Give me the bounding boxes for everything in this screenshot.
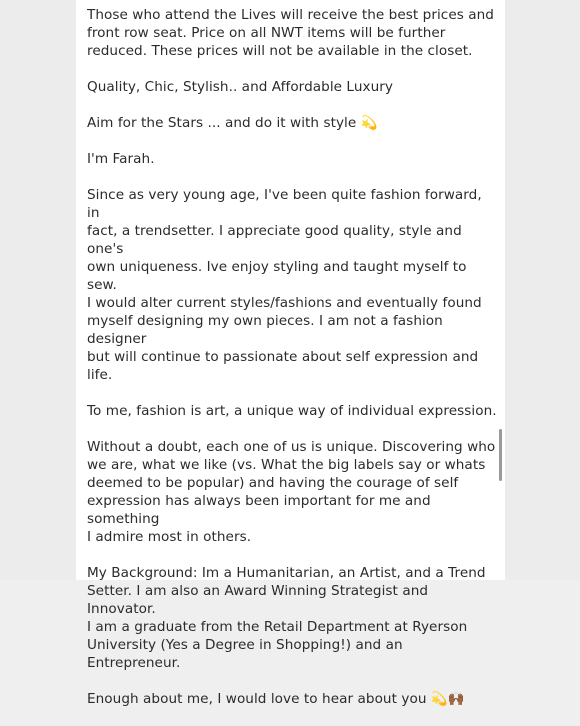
description-text [87,6,497,726]
description-panel [76,0,505,707]
paragraph-live-prices: Those who attend the Lives will receive the best prices and front row seat. Price on all NWT items will be further reduced. These prices will not be available in the closet. [87,7,494,59]
paragraph-uniqueness: Without a doubt, each one of us is unique. Discovering who we are, what we like (vs. What the big labels say or whats deemed to be popular) and having the courage of self expression has always been important for me and something I admire most in others. [87,439,496,545]
paragraph-tagline: Quality, Chic, Stylish.. and Affordable Luxury [87,79,393,95]
paragraph-fashion-art: To me, fashion is art, a unique way of individual expression. [87,403,497,419]
paragraph-intro-name: I'm Farah. [87,151,155,167]
paragraph-closing: Enough about me, I would love to hear about you 💫🙌🏾 [87,691,465,707]
vertical-scrollbar[interactable] [499,429,502,481]
paragraph-fashion-forward: Since as very young age, I've been quite fashion forward, in fact, a trendsetter. I appreciate good quality, style and one's own uniqueness. Ive enjoy styling and taught myself to sew. I would alter current styles/fashions and eventually found myself designing my own pieces. I am not a fashion designer but will continue to passionate about self expression and life. [87,187,482,383]
paragraph-background: My Background: Im a Humanitarian, an Artist, and a Trend Setter. I am also an Award Winning Strategist and Innovator. I am a graduate from the Retail Department at Ryerson University (Yes a Degree in Shopping!) and an Entrepreneur. [87,565,486,671]
paragraph-aim-stars: Aim for the Stars ... and do it with style 💫 [87,115,378,131]
